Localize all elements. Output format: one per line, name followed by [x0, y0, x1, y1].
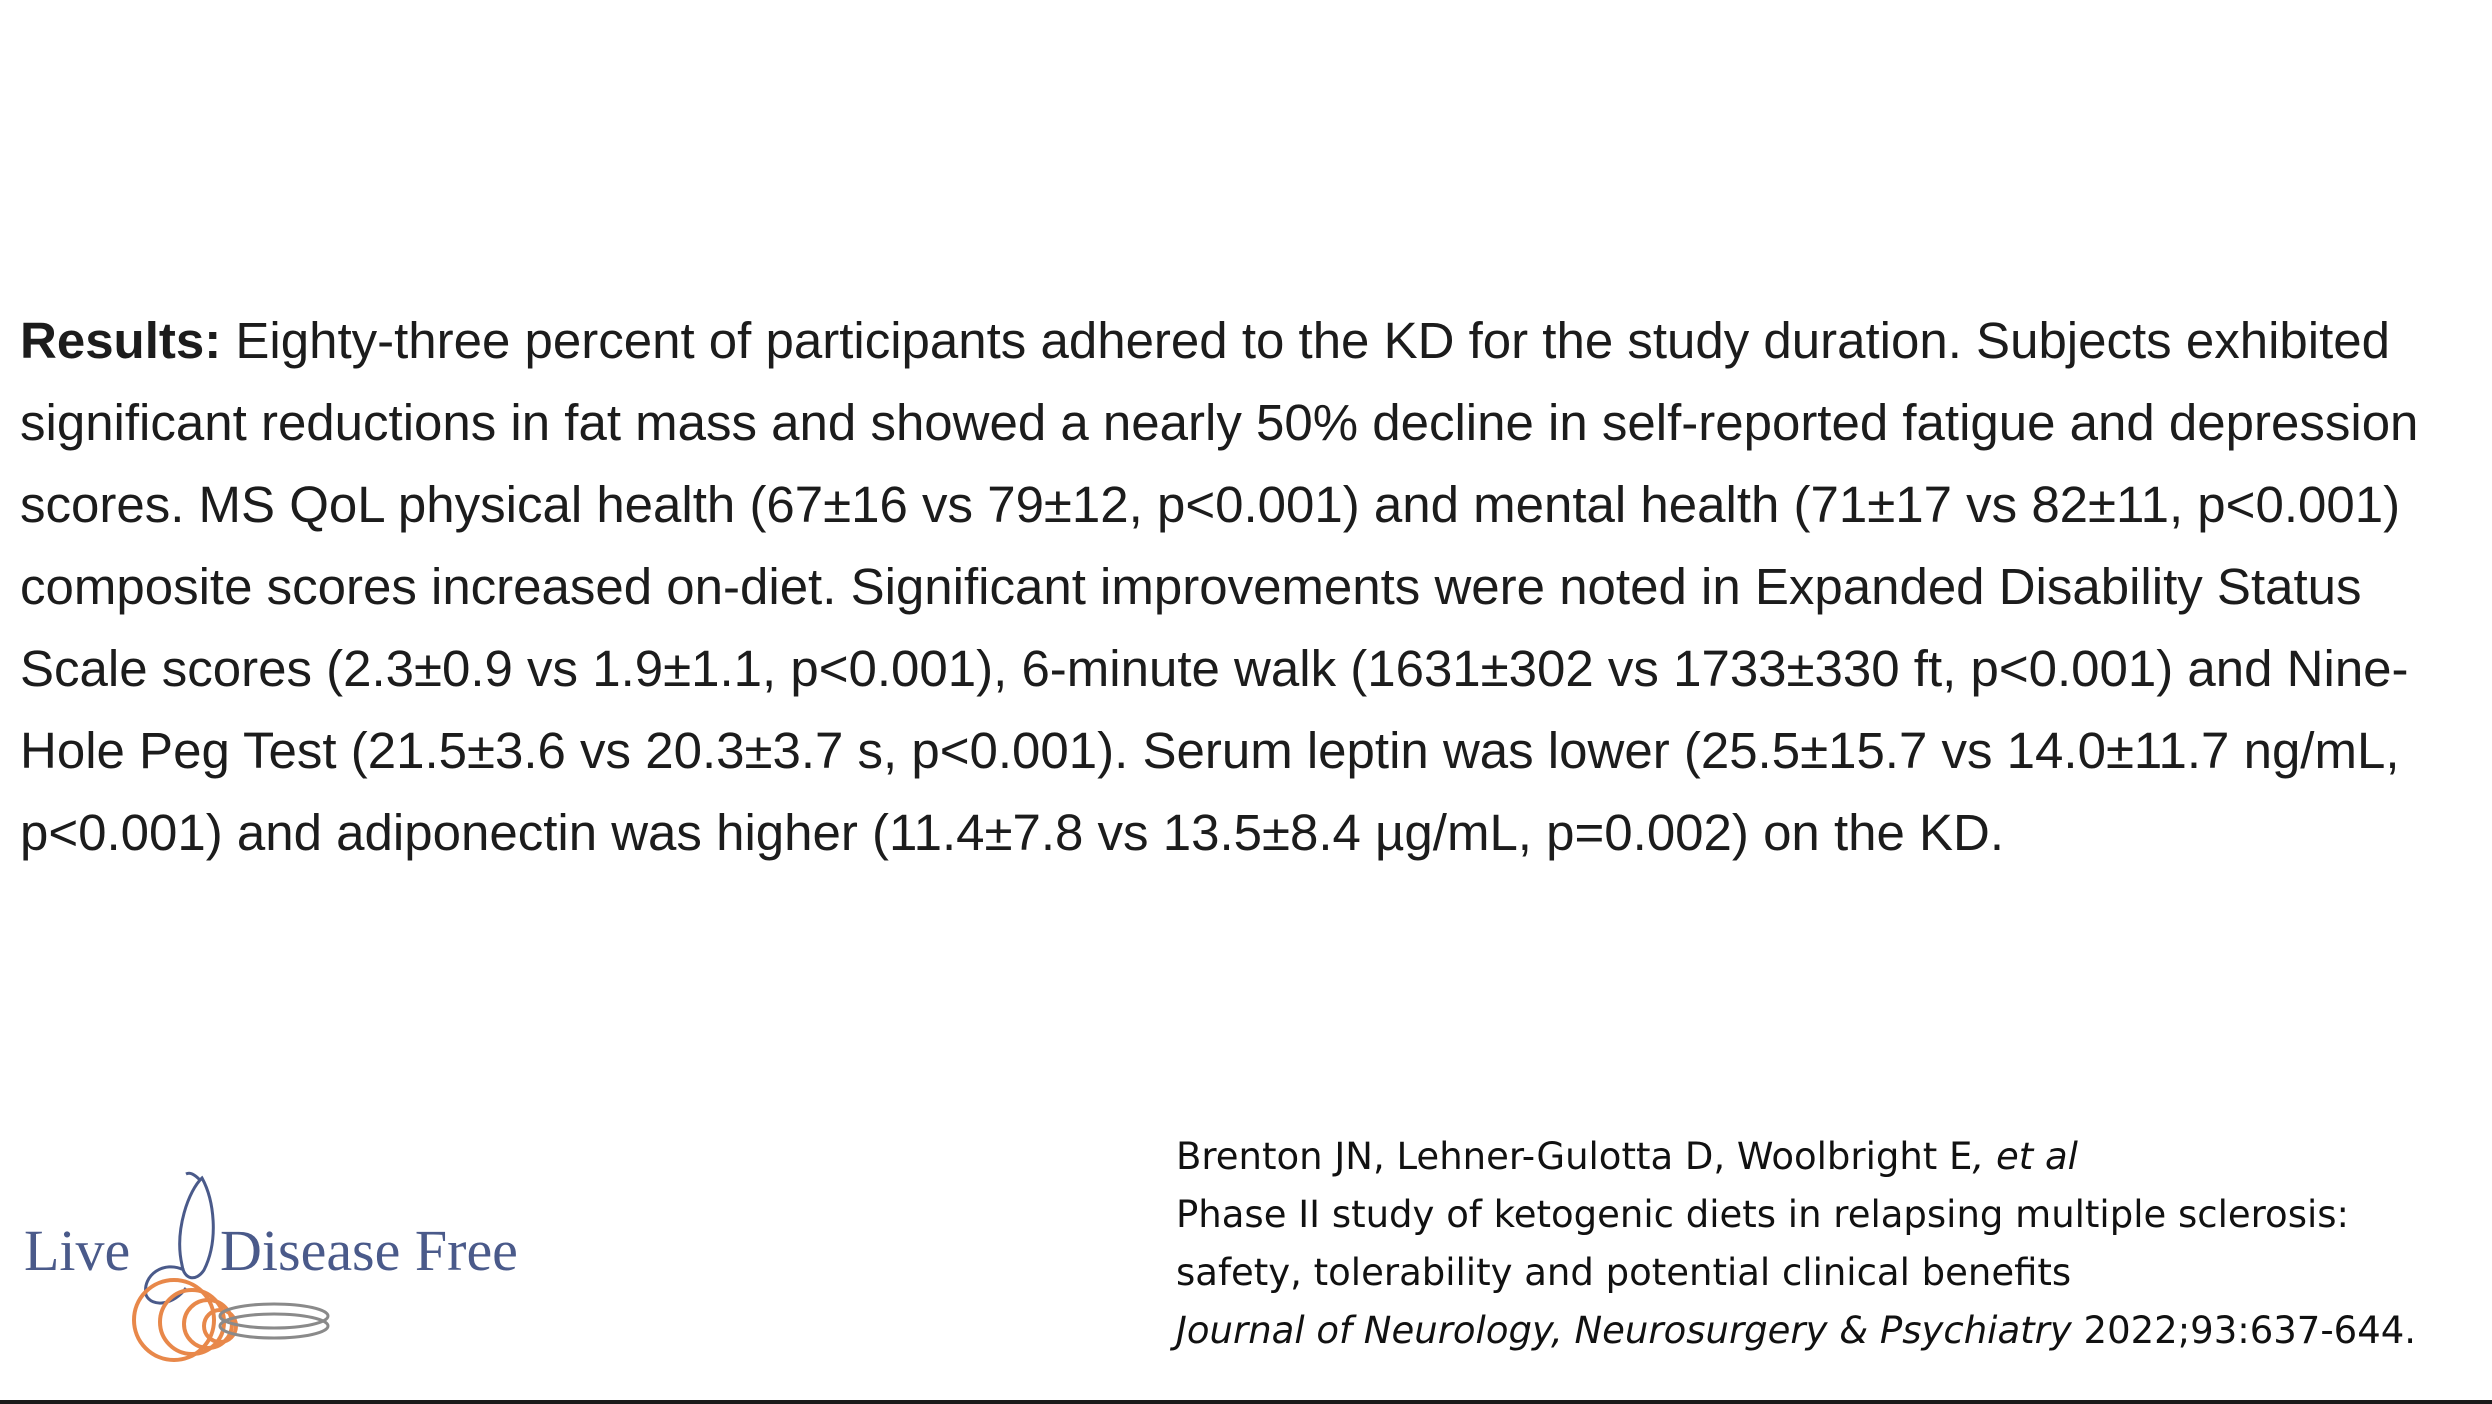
citation-journal-line — [1176, 1302, 2476, 1360]
results-body: Eighty-three percent of participants adhered to the KD for the study duration. Subjects exhibited significant reductions in fat mass and showed a nearly 50% decline in self-reported fatigue and depression scores. MS QoL physical health (67±16 vs 79±12, p<0.001) and mental health (71±17 vs 82±11, p<0.001) composite scores increased on-diet. Significant improvements were noted in Expanded Disability Status Scale scores (2.3±0.9 vs 1.9±1.1, p<0.001), 6-minute walk (1631±302 vs 1733±330 ft, p<0.001) and Nine-Hole Peg Test (21.5±3.6 vs 20.3±3.7 s, p<0.001). Serum leptin was lower (25.5±15.7 vs 14.0±11.7 ng/mL, p<0.001) and adiponectin was higher (11.4±7.8 vs 13.5±8.4 µg/mL, p=0.002) on the KD. — [20, 312, 2419, 861]
citation-title-line-2: safety, tolerability and potential clinical benefits — [1176, 1251, 2072, 1294]
citation-block — [1176, 1128, 2476, 1360]
citation-journal: Journal of Neurology, Neurosurgery & Psychiatry — [1176, 1309, 2072, 1352]
citation-title-line-1: Phase II study of ketogenic diets in relapsing multiple sclerosis: — [1176, 1193, 2349, 1236]
logo-word-live: Live — [24, 1218, 131, 1283]
citation-authors: Brenton JN, Lehner-Gulotta D, Woolbright E — [1176, 1135, 1973, 1178]
logo-word-disease-free: Disease Free — [220, 1218, 518, 1283]
live-disease-free-logo — [24, 1170, 544, 1385]
results-paragraph — [20, 300, 2480, 874]
bottom-divider — [0, 1400, 2492, 1404]
results-heading: Results: — [20, 312, 222, 369]
citation-et-al: , et al — [1972, 1135, 2078, 1178]
citation-authors-line — [1176, 1128, 2476, 1186]
logo-graphic — [24, 1170, 544, 1385]
citation-volume: 2022;93:637-644. — [2071, 1309, 2417, 1352]
